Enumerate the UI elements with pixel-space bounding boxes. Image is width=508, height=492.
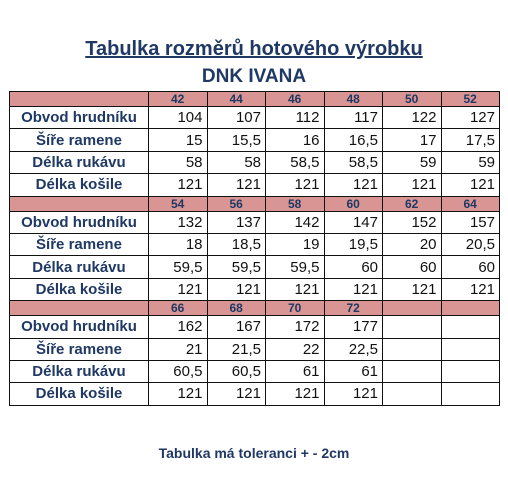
size-header-cell: 46 xyxy=(266,92,325,107)
measurement-row xyxy=(10,360,500,382)
measurement-value: 20,5 xyxy=(441,233,500,255)
measurement-row xyxy=(10,383,500,405)
size-header-cell: 64 xyxy=(441,196,500,211)
measurement-value: 121 xyxy=(149,278,208,300)
measurement-value: 17,5 xyxy=(441,129,500,151)
tolerance-note: Tabulka má toleranci + - 2cm xyxy=(158,445,350,461)
measurement-value: 172 xyxy=(266,316,325,338)
measurement-value: 121 xyxy=(149,174,208,196)
measurement-value: 20 xyxy=(383,233,442,255)
measurement-value: 18,5 xyxy=(207,233,266,255)
measurement-value: 59,5 xyxy=(266,256,325,278)
measurement-row xyxy=(10,338,500,360)
measurement-value: 121 xyxy=(149,383,208,405)
measurement-value: 16 xyxy=(266,129,325,151)
size-header-row xyxy=(10,301,500,316)
measurement-value: 142 xyxy=(266,211,325,233)
measurement-value: 162 xyxy=(149,316,208,338)
measurement-label: Délka rukávu xyxy=(10,360,149,382)
measurement-value: 22 xyxy=(266,338,325,360)
measurement-value: 122 xyxy=(383,107,442,129)
measurement-row xyxy=(10,129,500,151)
measurement-value: 60 xyxy=(441,256,500,278)
measurement-value xyxy=(441,338,500,360)
measurement-value: 16,5 xyxy=(324,129,383,151)
size-header-label-cell xyxy=(10,92,149,107)
measurement-value: 21,5 xyxy=(207,338,266,360)
size-header-cell xyxy=(441,301,500,316)
measurement-value: 112 xyxy=(266,107,325,129)
measurement-value: 104 xyxy=(149,107,208,129)
size-header-cell: 54 xyxy=(149,196,208,211)
measurement-row xyxy=(10,211,500,233)
measurement-value: 18 xyxy=(149,233,208,255)
measurement-value xyxy=(383,360,442,382)
measurement-value: 177 xyxy=(324,316,383,338)
measurement-value: 15,5 xyxy=(207,129,266,151)
measurement-value: 152 xyxy=(383,211,442,233)
measurement-value xyxy=(383,383,442,405)
measurement-value: 121 xyxy=(266,278,325,300)
measurement-value xyxy=(383,338,442,360)
measurement-value: 121 xyxy=(266,383,325,405)
size-header-cell: 58 xyxy=(266,196,325,211)
measurement-value: 147 xyxy=(324,211,383,233)
size-header-cell xyxy=(383,301,442,316)
measurement-value: 121 xyxy=(383,278,442,300)
size-header-cell: 68 xyxy=(207,301,266,316)
measurement-label: Obvod hrudníku xyxy=(10,211,149,233)
size-header-cell: 50 xyxy=(383,92,442,107)
measurement-value: 22,5 xyxy=(324,338,383,360)
measurement-value: 121 xyxy=(324,383,383,405)
measurement-label: Délka rukávu xyxy=(10,256,149,278)
measurement-value: 167 xyxy=(207,316,266,338)
measurement-value: 19 xyxy=(266,233,325,255)
measurement-value xyxy=(383,316,442,338)
measurement-value: 59 xyxy=(383,151,442,173)
size-header-row xyxy=(10,92,500,107)
measurement-row xyxy=(10,107,500,129)
measurement-value: 59,5 xyxy=(207,256,266,278)
measurement-value: 61 xyxy=(266,360,325,382)
measurement-value: 132 xyxy=(149,211,208,233)
measurement-value: 107 xyxy=(207,107,266,129)
measurement-value xyxy=(441,383,500,405)
measurement-label: Šíře ramene xyxy=(10,129,149,151)
measurement-value: 59,5 xyxy=(149,256,208,278)
measurement-value: 157 xyxy=(441,211,500,233)
measurement-value: 60 xyxy=(383,256,442,278)
measurement-row xyxy=(10,233,500,255)
measurement-label: Délka rukávu xyxy=(10,151,149,173)
size-header-cell: 56 xyxy=(207,196,266,211)
size-header-cell: 66 xyxy=(149,301,208,316)
measurement-value: 121 xyxy=(266,174,325,196)
measurement-row xyxy=(10,151,500,173)
size-header-cell: 60 xyxy=(324,196,383,211)
measurement-label: Obvod hrudníku xyxy=(10,316,149,338)
size-header-cell: 72 xyxy=(324,301,383,316)
measurement-value: 58,5 xyxy=(266,151,325,173)
measurement-label: Délka košile xyxy=(10,174,149,196)
measurement-value: 21 xyxy=(149,338,208,360)
measurement-value: 137 xyxy=(207,211,266,233)
measurement-value: 121 xyxy=(383,174,442,196)
product-name: DNK IVANA xyxy=(201,66,307,87)
measurement-value: 121 xyxy=(207,174,266,196)
size-header-cell: 48 xyxy=(324,92,383,107)
measurement-label: Šíře ramene xyxy=(10,338,149,360)
measurement-row xyxy=(10,316,500,338)
measurement-label: Délka košile xyxy=(10,383,149,405)
measurement-value: 121 xyxy=(324,174,383,196)
measurement-label: Šíře ramene xyxy=(10,233,149,255)
measurement-value: 121 xyxy=(324,278,383,300)
measurement-row xyxy=(10,256,500,278)
measurement-row xyxy=(10,278,500,300)
size-header-cell: 62 xyxy=(383,196,442,211)
size-header-cell: 42 xyxy=(149,92,208,107)
measurement-value: 15 xyxy=(149,129,208,151)
size-header-label-cell xyxy=(10,301,149,316)
page-title: Tabulka rozměrů hotového výrobku xyxy=(85,38,423,60)
measurement-value: 58 xyxy=(207,151,266,173)
size-header-cell: 52 xyxy=(441,92,500,107)
measurement-value xyxy=(441,316,500,338)
measurement-value: 121 xyxy=(441,278,500,300)
measurement-row xyxy=(10,174,500,196)
size-header-row xyxy=(10,196,500,211)
size-header-cell: 44 xyxy=(207,92,266,107)
size-header-cell: 70 xyxy=(266,301,325,316)
measurement-value: 121 xyxy=(207,383,266,405)
measurement-value xyxy=(441,360,500,382)
measurement-label: Obvod hrudníku xyxy=(10,107,149,129)
measurement-value: 121 xyxy=(441,174,500,196)
size-header-label-cell xyxy=(10,196,149,211)
measurement-value: 17 xyxy=(383,129,442,151)
measurement-label: Délka košile xyxy=(10,278,149,300)
measurement-value: 117 xyxy=(324,107,383,129)
size-table xyxy=(9,91,500,406)
measurement-value: 58,5 xyxy=(324,151,383,173)
measurement-value: 59 xyxy=(441,151,500,173)
measurement-value: 127 xyxy=(441,107,500,129)
measurement-value: 58 xyxy=(149,151,208,173)
measurement-value: 60,5 xyxy=(207,360,266,382)
measurement-value: 60 xyxy=(324,256,383,278)
measurement-value: 61 xyxy=(324,360,383,382)
measurement-value: 60,5 xyxy=(149,360,208,382)
measurement-value: 121 xyxy=(207,278,266,300)
measurement-value: 19,5 xyxy=(324,233,383,255)
